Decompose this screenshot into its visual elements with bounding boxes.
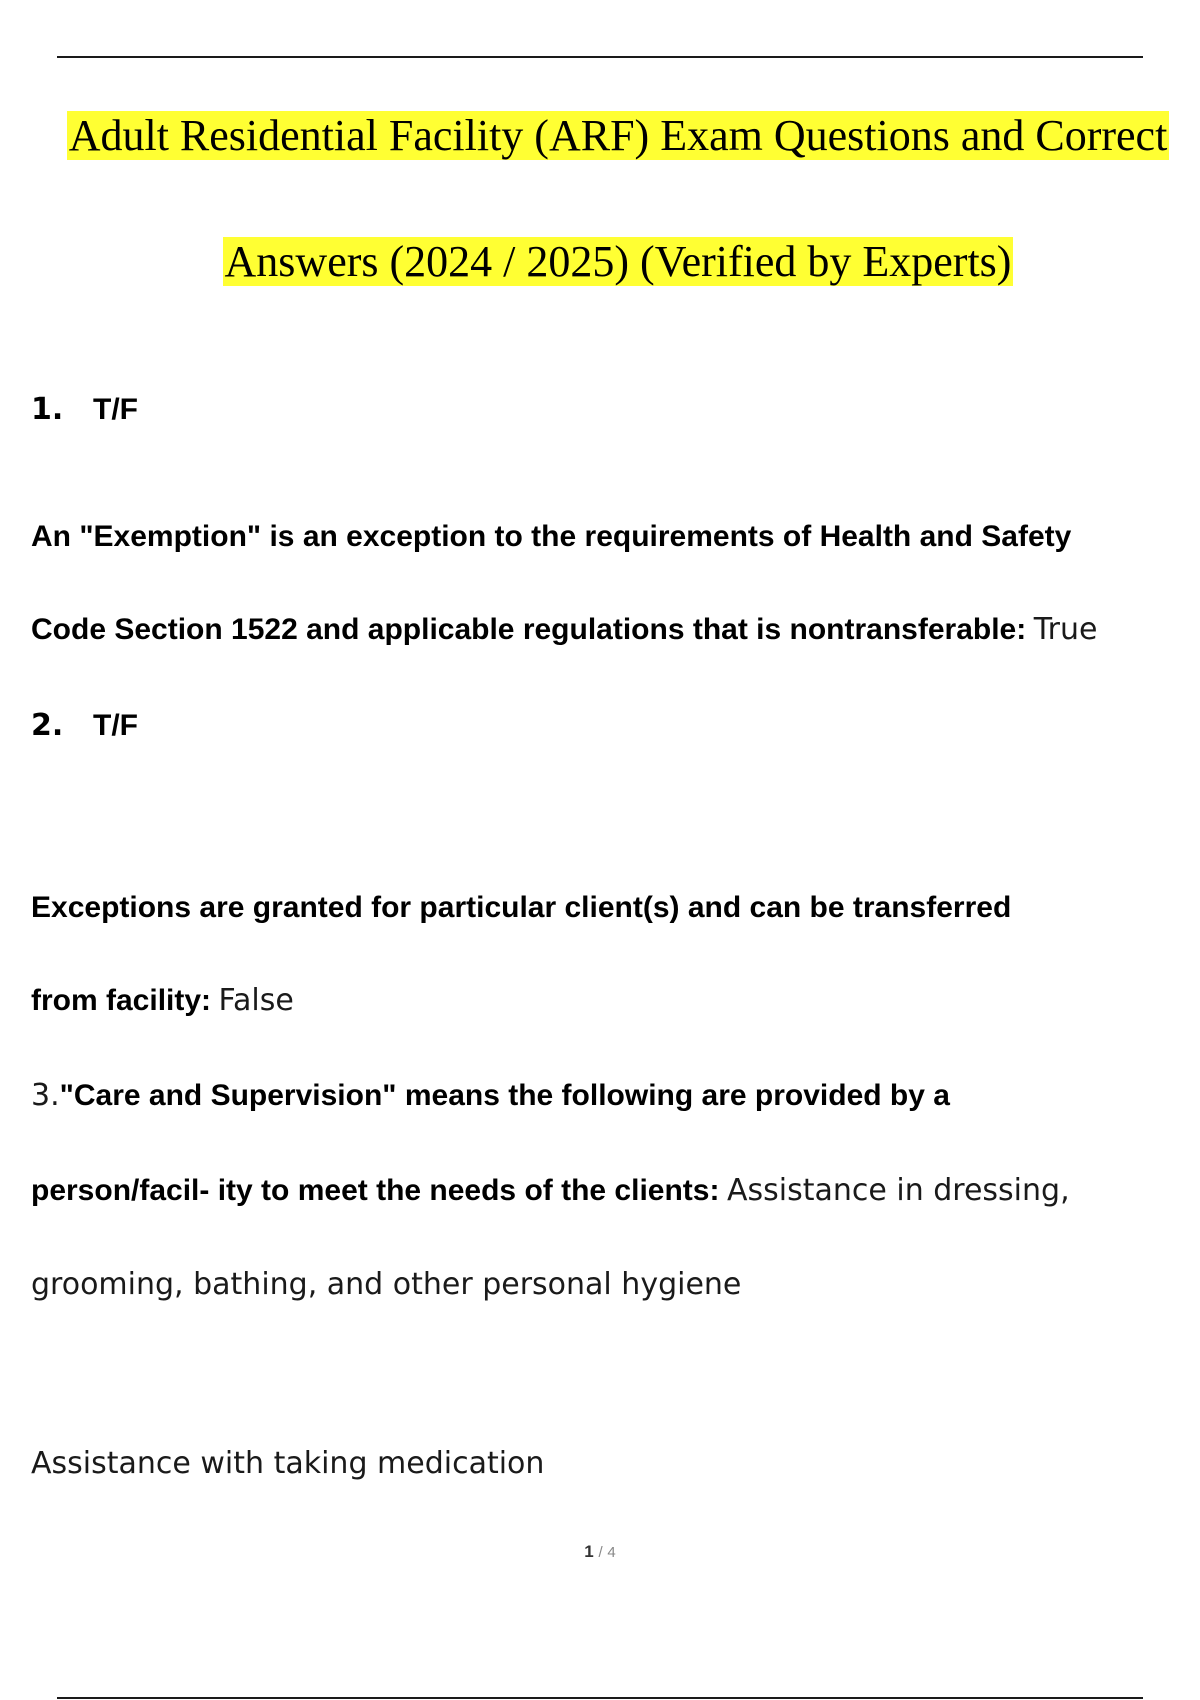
question-1-number: 1.	[31, 392, 64, 427]
page-current: 1	[584, 1542, 594, 1561]
title-highlight-1: Adult Residential Facility (ARF) Exam Questions and Correct	[68, 111, 1168, 160]
page-total: 4	[607, 1544, 616, 1561]
page-indicator	[0, 1542, 1200, 1562]
document-title-line-1	[18, 110, 1200, 162]
question-3-prompt-line-1	[31, 1077, 950, 1115]
question-1-prompt-line-2	[31, 611, 1097, 649]
question-3-prompt-text-1: "Care and Supervision" means the following are provided by a	[59, 1079, 950, 1112]
question-3-number: 3.	[31, 1078, 60, 1113]
question-2-prompt-line-1: Exceptions are granted for particular client(s) and can be transferred	[31, 891, 1012, 924]
question-1-header	[31, 391, 138, 429]
question-3-answer-1: Assistance in dressing,	[726, 1173, 1070, 1208]
question-1-prompt-text: Code Section 1522 and applicable regulations that is nontransferable:	[31, 613, 1027, 646]
question-1-answer: True	[1033, 612, 1098, 647]
question-3-answer-3: Assistance with taking medication	[31, 1446, 545, 1481]
document-title-line-2	[18, 236, 1200, 288]
question-1-type: T/F	[93, 393, 138, 426]
top-rule	[57, 56, 1143, 58]
question-3-prompt-line-2	[31, 1172, 1070, 1210]
question-2-prompt-line-2	[31, 982, 294, 1020]
question-2-prompt-text: from facility:	[31, 984, 212, 1017]
question-2-type: T/F	[93, 709, 138, 742]
question-2-number: 2.	[31, 708, 64, 743]
bottom-rule	[57, 1697, 1143, 1699]
page-separator: /	[598, 1544, 603, 1561]
question-1-prompt-line-1: An "Exemption" is an exception to the requirements of Health and Safety	[31, 520, 1072, 553]
question-3-answer-2: grooming, bathing, and other personal hygiene	[31, 1267, 742, 1302]
question-3-prompt-text-2: person/facil- ity to meet the needs of the clients:	[31, 1174, 720, 1207]
question-2-answer: False	[218, 983, 294, 1018]
question-2-header	[31, 707, 138, 745]
title-highlight-2: Answers (2024 / 2025) (Verified by Experts)	[224, 237, 1012, 286]
